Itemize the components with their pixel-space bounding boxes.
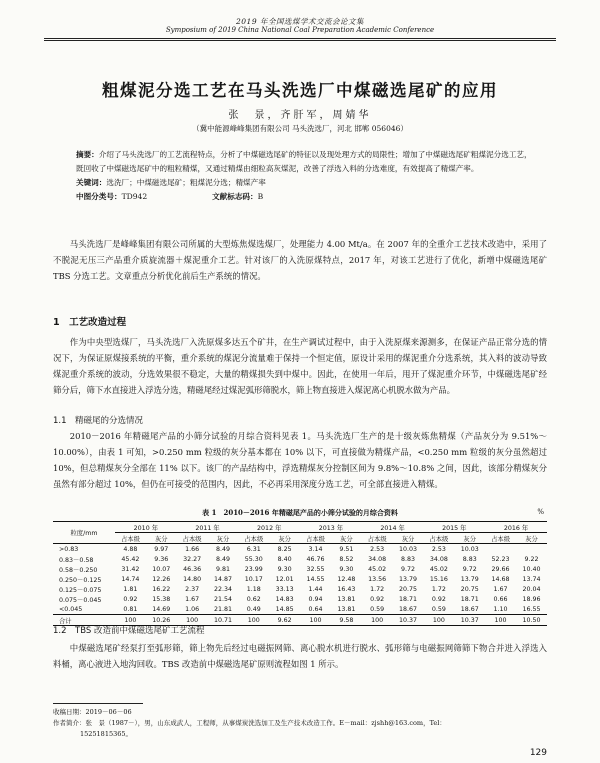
ash-cell: 10.40 <box>522 565 541 573</box>
share-cell: 0.92 <box>431 595 446 603</box>
classification <box>76 190 538 204</box>
size-fraction-cell: >0.83 <box>59 545 79 553</box>
subheader-share: 占本级 <box>423 533 454 544</box>
ash-cell: 8.40 <box>277 555 292 563</box>
ash-cell: 20.04 <box>522 585 541 593</box>
share-cell: 34.08 <box>368 555 387 563</box>
share-cell: 2.37 <box>185 585 200 593</box>
share-cell: 100 <box>423 615 454 626</box>
share-cell: 1.18 <box>246 585 261 593</box>
table-header-metrics <box>53 533 547 544</box>
share-cell: 100 <box>238 615 269 626</box>
keywords-text: 选洗厂；中煤磁选尾矿；粗煤泥分选；精煤产率 <box>106 178 266 187</box>
share-cell: 0.66 <box>493 595 508 603</box>
share-cell: 32.55 <box>306 565 325 573</box>
ash-cell: 10.26 <box>146 615 177 626</box>
share-cell: 1.72 <box>431 585 446 593</box>
year-header: 2015 年 <box>423 522 485 533</box>
ash-cell: 16.22 <box>152 585 171 593</box>
ash-cell: 12.26 <box>152 575 171 583</box>
table-row <box>53 574 547 584</box>
share-cell: 100 <box>300 615 331 626</box>
share-cell: 29.66 <box>491 565 510 573</box>
share-cell: 2.53 <box>370 545 385 553</box>
ash-cell <box>516 544 547 555</box>
size-fraction-cell: 0.075－0.045 <box>59 596 102 604</box>
table-row <box>53 604 547 615</box>
subheader-share: 占本级 <box>238 533 269 544</box>
share-cell: 45.42 <box>121 555 140 563</box>
section-1-2-heading: 1.2 TBS 改造前中煤磁选尾矿工艺流程 <box>53 626 205 636</box>
clc-value: TD942 <box>121 192 148 201</box>
keywords-label: 关键词： <box>76 178 107 187</box>
ash-cell: 10.71 <box>208 615 239 626</box>
ash-cell: 16.43 <box>337 585 356 593</box>
ash-cell: 20.75 <box>399 585 418 593</box>
share-cell: 1.72 <box>370 585 385 593</box>
table-unit: % <box>537 508 544 516</box>
abstract-label: 摘要： <box>76 150 99 159</box>
share-cell: 1.06 <box>185 605 200 613</box>
ash-cell: 10.07 <box>152 565 171 573</box>
share-cell: 1.67 <box>493 585 508 593</box>
ash-cell: 9.81 <box>215 565 230 573</box>
section-1-1-paragraph: 2010－2016 年精磁尾产品的小筛分试验的月综合资料见表 1。马头洗选厂生产的是十级灰炼焦精煤（产品灰分为 9.51%～10.00%），由表 1 可知，>0.250 mm 粒级的灰分基本都在 10% 以下，可直接做为精煤产品，<0.250 mm 粒级的灰分虽然超过 10%，但总精煤灰分全部在 11% 以下。该厂的产品结构中，浮选精煤灰分控制区间为 9.8%～10.8% 之间，因此，该部分精煤灰分虽然有部分超过 10%，但仍在可接受的范围内，因此，不必再采用深度分选工艺，可全部直接进入精煤。 <box>53 431 547 489</box>
paper-title: 粗煤泥分选工艺在马头洗选厂中煤磁选尾矿的应用 <box>102 81 498 100</box>
ash-cell: 8.49 <box>215 555 230 563</box>
ash-cell: 13.81 <box>337 605 356 613</box>
share-cell: 10.17 <box>244 575 263 583</box>
section-1-2-paragraph: 中煤磁选尾矿经泵打至弧形筛，筛上物先后经过电磁振网筛、离心脱水机进行脱水、弧形筛与电磁振网筛筛下物合并进入浮选入料桶，离心液进入地沟回收。TBS 改造前中煤磁选尾矿原则流程如图 1 所示。 <box>53 643 547 669</box>
ash-cell: 21.81 <box>213 605 232 613</box>
ash-cell: 10.03 <box>399 545 418 553</box>
subheader-share: 占本级 <box>115 533 146 544</box>
ash-cell: 8.25 <box>277 545 292 553</box>
share-cell: 14.80 <box>183 575 202 583</box>
abstract-text: 介绍了马头洗选厂的工艺流程特点，分析了中煤磁选尾矿的特征以及现处理方式的局限性；增加了中煤磁选尾矿粗煤泥分选工艺，既回收了中煤磁选尾矿中的粗粒精煤，又通过精煤由细粒高灰煤泥，改善了浮选入料的分选难度，有效提高了精煤产率。 <box>76 150 532 173</box>
page-number: 129 <box>529 748 547 758</box>
subheader-ash: 灰分 <box>269 533 300 544</box>
share-cell: 100 <box>362 615 393 626</box>
share-cell: 1.10 <box>493 605 508 613</box>
table-corner-label: 粒度/mm <box>53 522 115 544</box>
ash-cell: 14.83 <box>275 595 294 603</box>
header-rule <box>44 38 556 39</box>
ash-cell: 9.72 <box>401 565 416 573</box>
share-cell: 2.53 <box>431 545 446 553</box>
footnote-received: 收稿日期：2019－06－06 <box>53 708 132 716</box>
size-fraction-cell: 0.58－0.250 <box>59 566 98 574</box>
ash-cell: 8.52 <box>339 555 354 563</box>
ash-cell: 18.96 <box>522 595 541 603</box>
footnote-author: 作者简介：张 景（1987－），男，山东成武人，工程师，从事煤炭洗选加工及生产技术改造工作。E－mail：zjshh@163.com，Tel： <box>53 719 446 727</box>
share-cell: 14.68 <box>491 575 510 583</box>
ash-cell: 9.30 <box>339 565 354 573</box>
table-caption: 表 1 2010－2016 年精磁尾产品的小筛分试验的月综合资料 <box>202 508 398 517</box>
ash-cell: 14.69 <box>152 605 171 613</box>
ash-cell: 33.13 <box>275 585 294 593</box>
intro-paragraph: 马头洗选厂是峰峰集团有限公司所属的大型炼焦煤选煤厂，处理能力 4.00 Mt/a。在 2007 年的全重介工艺技术改造中，采用了不脱泥无压三产品重介质旋流器＋煤泥重介工艺。针对该厂的入洗原煤特点，2017 年，对该工艺进行了优化，新增中煤磁选尾矿 TBS 分选工艺。文章重点分析优化前后生产系统的情况。 <box>53 239 547 281</box>
table-body <box>53 544 547 626</box>
table-row <box>53 594 547 604</box>
table-row <box>53 544 547 555</box>
ash-cell: 8.83 <box>401 555 416 563</box>
share-cell: 14.74 <box>121 575 140 583</box>
share-cell: 0.49 <box>246 605 261 613</box>
author-list: 张 景，齐肝军，周婧华 <box>228 110 372 121</box>
ash-cell: 13.74 <box>522 575 541 583</box>
size-fraction-cell: 0.250－0.125 <box>59 576 102 584</box>
table-header-years <box>53 522 547 533</box>
share-cell: 52.23 <box>491 555 510 563</box>
ash-cell: 13.79 <box>399 575 418 583</box>
ash-cell: 15.38 <box>152 595 171 603</box>
subheader-ash: 灰分 <box>516 533 547 544</box>
subheader-ash: 灰分 <box>393 533 424 544</box>
year-header: 2010 年 <box>115 522 177 533</box>
ash-cell: 8.49 <box>215 545 230 553</box>
data-table <box>53 521 547 626</box>
ash-cell: 9.51 <box>339 545 354 553</box>
share-cell: 46.76 <box>306 555 325 563</box>
share-cell: 55.30 <box>244 555 263 563</box>
ash-cell: 9.97 <box>154 545 169 553</box>
share-cell: 0.59 <box>431 605 446 613</box>
share-cell: 0.81 <box>123 605 138 613</box>
ash-cell: 18.67 <box>460 605 479 613</box>
year-header: 2014 年 <box>362 522 424 533</box>
doc-code-value: B <box>257 192 264 201</box>
ash-cell: 9.22 <box>524 555 539 563</box>
size-fraction-cell: 0.125－0.075 <box>59 586 102 594</box>
ash-cell: 20.75 <box>460 585 479 593</box>
share-cell: 0.59 <box>370 605 385 613</box>
share-cell <box>485 544 516 555</box>
year-header: 2011 年 <box>177 522 239 533</box>
section-1-paragraph: 作为中央型选煤厂，马头洗选厂入洗原煤多达五个矿井，在生产调试过程中，由于入洗原煤来源测多，在保证产品正常分选的情况下，为保证原煤接系统的平衡，重介系统的煤泥分流量难于保持一个恒定值，原设计采用的煤泥重介分选系统，其入料的波动导致煤泥重介系统的波动，分选效果很不稳定，大量的精煤损失到中煤中。因此，在使用一年后，甩开了煤泥重介环节，中煤磁选尾矿经筛分后，筛下水直接进入浮选分选，精磁尾经过煤泥弧形筛脱水，筛上物直接进入煤泥离心机脱水做为产品。 <box>53 337 547 395</box>
ash-cell: 21.54 <box>213 595 232 603</box>
ash-cell: 10.50 <box>516 615 547 626</box>
share-cell: 0.92 <box>370 595 385 603</box>
share-cell: 45.02 <box>429 565 448 573</box>
share-cell: 0.92 <box>123 595 138 603</box>
ash-cell: 18.71 <box>460 595 479 603</box>
subheader-ash: 灰分 <box>331 533 362 544</box>
share-cell: 100 <box>115 615 146 626</box>
ash-cell: 18.67 <box>399 605 418 613</box>
year-header: 2016 年 <box>485 522 547 533</box>
running-header-en: Symposium of 2019 China National Coal Preparation Academic Conference <box>165 26 435 34</box>
share-cell: 1.66 <box>185 545 200 553</box>
doc-code-label: 文献标志码： <box>212 192 258 201</box>
ash-cell: 9.58 <box>331 615 362 626</box>
running-header-cn: 2019 年全国选煤学术交流会论文集 <box>236 17 364 26</box>
share-cell: 14.55 <box>306 575 325 583</box>
ash-cell: 14.87 <box>213 575 232 583</box>
share-cell: 1.67 <box>185 595 200 603</box>
share-cell: 15.16 <box>429 575 448 583</box>
share-cell: 100 <box>177 615 208 626</box>
share-cell: 3.14 <box>308 545 323 553</box>
share-cell: 0.94 <box>308 595 323 603</box>
header-rule-secondary <box>44 40 556 41</box>
ash-cell: 12.01 <box>275 575 294 583</box>
ash-cell: 9.30 <box>277 565 292 573</box>
abstract-block <box>76 148 538 204</box>
table-row <box>53 584 547 594</box>
share-cell: 6.31 <box>246 545 261 553</box>
share-cell: 13.56 <box>368 575 387 583</box>
size-fraction-cell: 合计 <box>53 615 115 626</box>
subheader-share: 占本级 <box>177 533 208 544</box>
subheader-ash: 灰分 <box>454 533 485 544</box>
section-1-1-heading: 1.1 精磁尾的分选情况 <box>53 416 144 426</box>
share-cell: 0.64 <box>308 605 323 613</box>
table-row <box>53 564 547 574</box>
clc-label: 中图分类号： <box>76 192 122 201</box>
ash-cell: 9.62 <box>269 615 300 626</box>
year-header: 2013 年 <box>300 522 362 533</box>
ash-cell: 18.71 <box>399 595 418 603</box>
subheader-ash: 灰分 <box>146 533 177 544</box>
ash-cell: 12.48 <box>337 575 356 583</box>
abstract <box>76 148 538 176</box>
table-row <box>53 554 547 564</box>
subheader-share: 占本级 <box>362 533 393 544</box>
ash-cell: 9.72 <box>462 565 477 573</box>
ash-cell: 9.36 <box>154 555 169 563</box>
share-cell: 23.99 <box>244 565 263 573</box>
affiliation: （冀中能源峰峰集团有限公司 马头洗选厂，河北 邯郸 056046） <box>192 124 408 133</box>
ash-cell: 10.37 <box>454 615 485 626</box>
ash-cell: 8.83 <box>462 555 477 563</box>
year-header: 2012 年 <box>238 522 300 533</box>
share-cell: 0.62 <box>246 595 261 603</box>
share-cell: 31.42 <box>121 565 140 573</box>
share-cell: 1.44 <box>308 585 323 593</box>
size-fraction-cell: <0.045 <box>59 605 83 613</box>
ash-cell: 13.79 <box>460 575 479 583</box>
footnote-rule <box>53 703 143 704</box>
share-cell: 4.88 <box>123 545 138 553</box>
share-cell: 1.81 <box>123 585 138 593</box>
share-cell: 100 <box>485 615 516 626</box>
ash-cell: 22.34 <box>213 585 232 593</box>
share-cell: 45.02 <box>368 565 387 573</box>
ash-cell: 10.03 <box>460 545 479 553</box>
footnote-phone: 15251815365。 <box>80 730 132 738</box>
keywords <box>76 176 538 190</box>
subheader-share: 占本级 <box>300 533 331 544</box>
section-1-heading: 1 工艺改造过程 <box>53 317 127 328</box>
ash-cell: 13.81 <box>337 595 356 603</box>
ash-cell: 16.55 <box>522 605 541 613</box>
share-cell: 32.27 <box>183 555 202 563</box>
subheader-share: 占本级 <box>485 533 516 544</box>
share-cell: 34.08 <box>429 555 448 563</box>
subheader-ash: 灰分 <box>208 533 239 544</box>
ash-cell: 14.85 <box>275 605 294 613</box>
share-cell: 46.36 <box>183 565 202 573</box>
size-fraction-cell: 0.83－0.58 <box>59 556 94 564</box>
ash-cell: 10.37 <box>393 615 424 626</box>
